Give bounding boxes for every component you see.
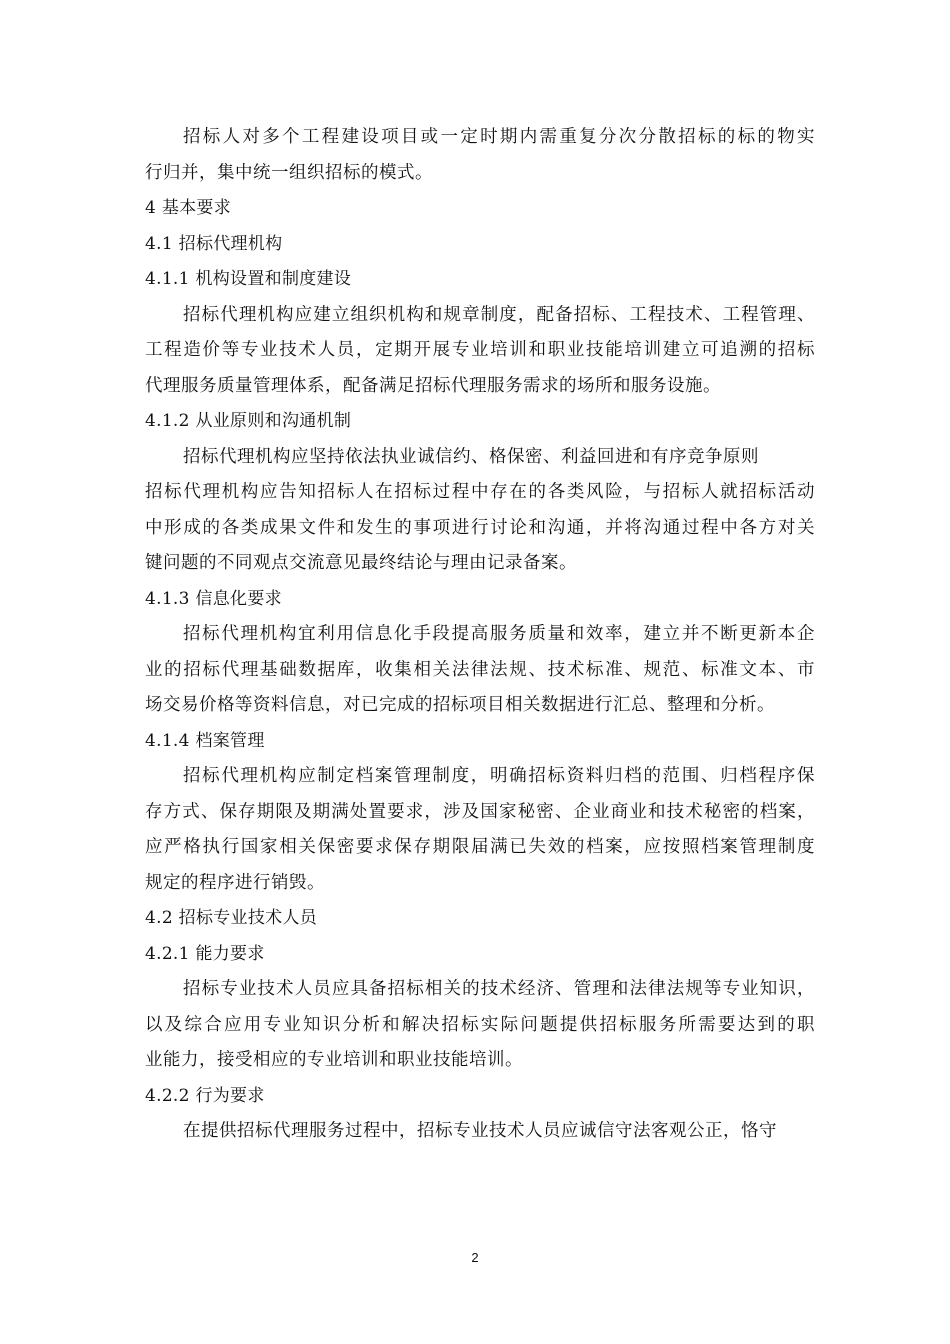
paragraph-line: 招标代理机构应坚持依法执业诚信约、格保密、利益回进和有序竞争原则 xyxy=(183,446,759,467)
paragraph-line: 中形成的各类成果文件和发生的事项进行讨论和沟通，并将沟通过程中各方对关 xyxy=(145,517,815,538)
paragraph xyxy=(145,972,815,1079)
paragraph xyxy=(145,475,815,582)
paragraph-line: 招标代理机构应建立组织机构和规章制度，配备招标、工程技术、工程管理、 xyxy=(183,304,815,325)
paragraph-line: 业的招标代理基础数据库，收集相关法律法规、技术标准、规范、标准文本、市 xyxy=(145,659,815,680)
section-heading: 4.2.1 能力要求 xyxy=(145,943,265,964)
section-heading: 4.1.4 档案管理 xyxy=(145,730,265,751)
paragraph-line: 招标代理机构宜利用信息化手段提高服务质量和效率，建立并不断更新本企 xyxy=(183,624,815,644)
paragraph xyxy=(145,1114,815,1150)
paragraph xyxy=(145,298,815,405)
section-heading: 4.1 招标代理机构 xyxy=(145,233,283,254)
paragraph xyxy=(145,440,815,476)
document-body xyxy=(145,120,815,1150)
paragraph-line: 代理服务质量管理体系，配备满足招标代理服务需求的场所和服务设施。 xyxy=(145,375,721,396)
paragraph xyxy=(145,120,815,191)
paragraph-line: 在提供招标代理服务过程中，招标专业技术人员应诚信守法客观公正，恪守 xyxy=(183,1121,777,1141)
paragraph-line: 招标代理机构应告知招标人在招标过程中存在的各类风险，与招标人就招标活动 xyxy=(145,482,815,502)
paragraph-line: 以及综合应用专业知识分析和解决招标实际问题提供招标服务所需要达到的职 xyxy=(145,1014,815,1035)
paragraph-line: 存方式、保存期限及期满处置要求，涉及国家秘密、企业商业和技术秘密的档案， xyxy=(145,801,815,822)
paragraph-line: 工程造价等专业技术人员，定期开展专业培训和职业技能培训建立可追溯的招标 xyxy=(145,340,815,360)
paragraph-line: 应严格执行国家相关保密要求保存期限届满已失效的档案，应按照档案管理制度 xyxy=(145,837,815,857)
section-heading: 4.1.1 机构设置和制度建设 xyxy=(145,269,352,289)
paragraph-line: 规定的程序进行销毁。 xyxy=(145,872,325,893)
paragraph-line: 招标代理机构应制定档案管理制度，明确招标资料归档的范围、归档程序保 xyxy=(183,766,815,786)
section-heading: 4.2 招标专业技术人员 xyxy=(145,908,318,928)
section-heading: 4 基本要求 xyxy=(145,198,232,218)
paragraph-line: 行归并，集中统一组织招标的模式。 xyxy=(145,162,433,183)
paragraph-line: 键问题的不同观点交流意见最终结论与理由记录备案。 xyxy=(145,553,577,573)
section-heading: 4.1.3 信息化要求 xyxy=(145,588,282,609)
paragraph xyxy=(145,617,815,724)
page-number: 2 xyxy=(471,1250,479,1265)
paragraph xyxy=(145,759,815,901)
section-heading: 4.2.2 行为要求 xyxy=(145,1085,265,1106)
paragraph-line: 招标专业技术人员应具备招标相关的技术经济、管理和法律法规等专业知识， xyxy=(183,979,815,999)
section-heading: 4.1.2 从业原则和沟通机制 xyxy=(145,411,352,431)
paragraph-line: 招标人对多个工程建设项目或一定时期内需重复分次分散招标的标的物实 xyxy=(183,127,815,147)
paragraph-line: 业能力，接受相应的专业培训和职业技能培训。 xyxy=(145,1050,523,1070)
paragraph-line: 场交易价格等资料信息，对已完成的招标项目相关数据进行汇总、整理和分析。 xyxy=(145,695,775,715)
